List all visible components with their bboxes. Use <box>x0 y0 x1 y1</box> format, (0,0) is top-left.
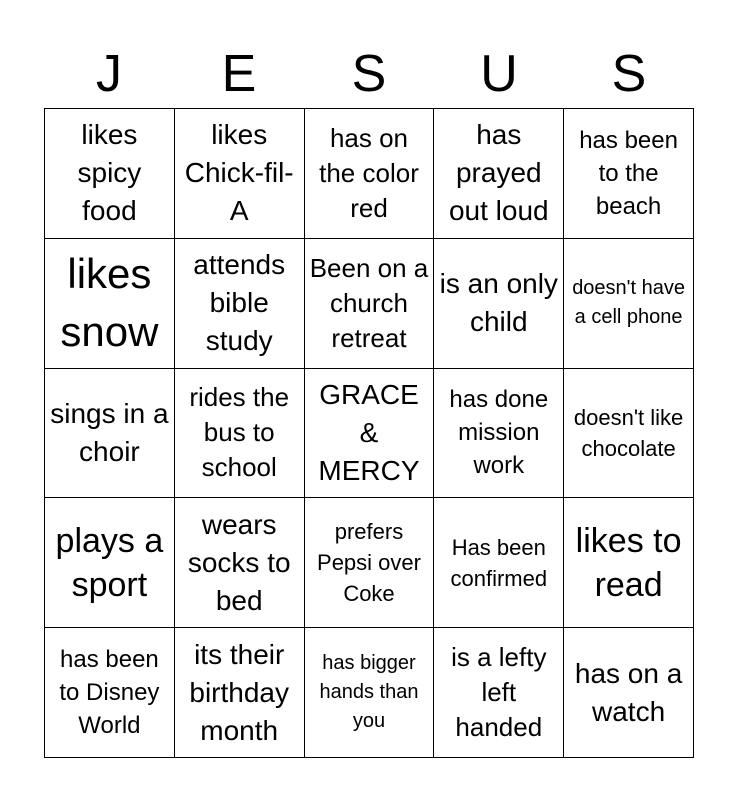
cell-text: its their birthday month <box>189 638 289 746</box>
cell-text: Been on a church retreat <box>309 252 429 353</box>
bingo-cell <box>305 369 435 499</box>
bingo-cell <box>564 109 694 239</box>
cell-text: Has been confirmed <box>450 534 548 591</box>
cell-text: attends bible study <box>193 249 286 357</box>
bingo-cell <box>175 498 305 628</box>
cell-text: sings in a choir <box>50 397 169 467</box>
header-letter-e: E <box>221 45 257 103</box>
bingo-cell <box>564 369 694 499</box>
bingo-cell <box>45 498 175 628</box>
cell-text: is an only child <box>439 268 558 338</box>
bingo-cell <box>564 628 694 758</box>
bingo-cell <box>305 628 435 758</box>
bingo-cell <box>45 109 175 239</box>
cell-text: doesn't like chocolate <box>573 404 684 461</box>
cell-text: has on the color red <box>319 122 419 223</box>
bingo-cell <box>45 369 175 499</box>
cell-text: doesn't have a cell phone <box>572 277 685 329</box>
cell-text: GRACE & MERCY <box>318 378 420 486</box>
cell-text: wears socks to bed <box>187 508 291 616</box>
cell-text: has done mission work <box>449 386 549 480</box>
bingo-cell <box>175 239 305 369</box>
cell-text: is a lefty left handed <box>451 642 547 743</box>
cell-text: likes to read <box>575 521 682 604</box>
bingo-cell <box>434 109 564 239</box>
cell-text: likes Chick-fil-A <box>184 119 294 227</box>
bingo-cell <box>45 628 175 758</box>
bingo-cell <box>434 628 564 758</box>
cell-text: has bigger hands than you <box>319 652 419 733</box>
cell-text: plays a sport <box>55 521 164 604</box>
cell-text: has prayed out loud <box>448 119 549 227</box>
cell-text: has on a watch <box>574 657 683 727</box>
cell-text: likes spicy food <box>77 119 142 227</box>
bingo-cell <box>434 369 564 499</box>
bingo-card-grid <box>44 108 694 758</box>
bingo-cell <box>175 369 305 499</box>
bingo-cell <box>564 498 694 628</box>
bingo-cell <box>175 628 305 758</box>
bingo-cell <box>305 239 435 369</box>
cell-text: prefers Pepsi over Coke <box>317 519 421 607</box>
bingo-cell <box>45 239 175 369</box>
bingo-cell <box>175 109 305 239</box>
bingo-cell <box>434 498 564 628</box>
cell-text: likes snow <box>60 250 159 356</box>
bingo-cell <box>434 239 564 369</box>
cell-text: has been to Disney World <box>59 646 160 740</box>
bingo-cell <box>305 498 435 628</box>
bingo-header <box>44 40 694 108</box>
bingo-cell <box>564 239 694 369</box>
header-letter-s: S <box>351 45 387 103</box>
cell-text: rides the bus to school <box>189 382 290 483</box>
header-letter-j: J <box>96 45 122 103</box>
cell-text: has been to the beach <box>579 126 678 220</box>
header-letter-s2: S <box>611 45 647 103</box>
bingo-cell <box>305 109 435 239</box>
header-letter-u: U <box>480 45 518 103</box>
